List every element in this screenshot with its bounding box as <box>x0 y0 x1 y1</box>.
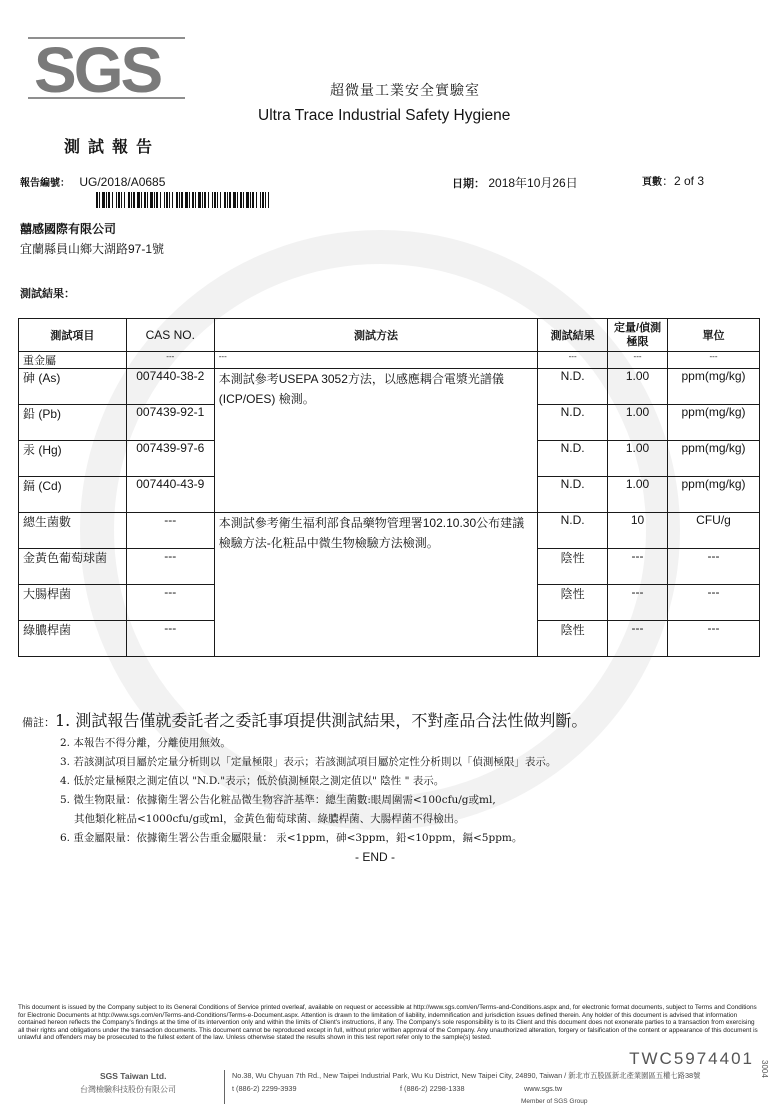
footer-phone: t (886-2) 2299-3939 <box>232 1084 297 1093</box>
table-row <box>19 513 760 549</box>
header-cas: CAS NO. <box>126 319 214 352</box>
page-value: ：2 of 3 <box>662 174 705 188</box>
cell-unit: ppm(mg/kg) <box>668 441 760 477</box>
cell-unit: ppm(mg/kg) <box>668 477 760 513</box>
cell-item: 金黃色葡萄球菌 <box>19 549 127 585</box>
cell-result: N.D. <box>538 405 608 441</box>
results-table <box>18 318 760 657</box>
svg-text:SGS: SGS <box>34 34 161 106</box>
footer-address: No.38, Wu Chyuan 7th Rd., New Taipei Industrial Park, Wu Ku District, New Taipei City, 24890, Taiwan / 新北市五股區新北產業園區五權七路38號 <box>232 1071 701 1080</box>
cell-unit: --- <box>668 621 760 657</box>
notes-label: 備註： <box>22 716 55 729</box>
page-label: 頁數 <box>642 177 662 188</box>
header-limit: 定量/偵測極限 <box>608 319 668 352</box>
cell-item: 汞 (Hg) <box>19 441 127 477</box>
cell-item: 總生菌數 <box>19 513 127 549</box>
footer-website: www.sgs.tw <box>524 1084 563 1093</box>
footer-divider <box>224 1070 225 1104</box>
note-1 <box>22 708 587 731</box>
report-number-label: 報告編號： <box>20 178 70 189</box>
note-3: 3. 若該測試項目屬於定量分析則以「定量極限」表示；若該測試項目屬於定性分析則以「偵測極限」表示。 <box>60 756 557 768</box>
header-result: 測試結果 <box>538 319 608 352</box>
cell-limit: --- <box>608 621 668 657</box>
legal-disclaimer: This document is issued by the Company subject to its General Conditions of Service printed overleaf, available on request or accessible at http://www.sgs.com/en/Terms-and-Conditions.aspx and, for electronic format documents, subject to Terms and Conditions for Electronic Documents at http://www.sgs.com/en/Terms-and-Conditions/Terms-e-Document.aspx. Attention is drawn to the limitation of liability, indemnification and jurisdiction issues defined therein. Any holder of this document is advised that information contained hereon reflects the Company's findings at the time of its intervention only and within the limits of Client's instructions, if any. The Company's sole responsibility is to its Client and this document does not exonerate parties to a transaction from exercising all their rights and obligations under the transaction documents. This document cannot be reproduced except in full, without prior written approval of the Company. Any unauthorized alteration, forgery or falsification of the content or appearance of this document is unlawful and offenders may be prosecuted to the fullest extent of the law. Unless otherwise stated the results shown in this test report refer only to the sample(s) tested. <box>18 1004 758 1042</box>
note-5: 5. 微生物限量：依據衛生署公告化粧品微生物容許基準：總生菌數:眼周圍需<100cfu/g或ml, <box>60 794 496 806</box>
note-4: 4. 低於定量極限之測定值以 "N.D."表示；低於偵測極限之測定值以" 陰性 " 表示。 <box>60 775 445 787</box>
cell-item: 鎘 (Cd) <box>19 477 127 513</box>
note-2: 2. 本報告不得分離，分離使用無效。 <box>60 737 231 749</box>
note-6: 6. 重金屬限量：依據衛生署公告重金屬限量： 汞<1ppm，砷<3ppm，鉛<10ppm，鎘<5ppm。 <box>60 832 523 844</box>
cell-item: 大腸桿菌 <box>19 585 127 621</box>
cell-result: N.D. <box>538 513 608 549</box>
lab-name-zh: 超微量工業安全實驗室 <box>330 83 480 99</box>
cell-unit: ppm(mg/kg) <box>668 369 760 405</box>
cell-cas: --- <box>126 621 214 657</box>
barcode <box>96 192 272 208</box>
cell-limit: 1.00 <box>608 405 668 441</box>
report-number <box>20 174 165 189</box>
cell-result: 陰性 <box>538 549 608 585</box>
cell-limit: 1.00 <box>608 477 668 513</box>
footer-company-zh: 台灣檢驗科技股份有限公司 <box>80 1085 176 1094</box>
cell-limit: 1.00 <box>608 441 668 477</box>
cell-cas: --- <box>126 513 214 549</box>
footer-company-en: SGS Taiwan Ltd. <box>100 1071 167 1081</box>
cell-method: --- <box>214 352 537 369</box>
end-mark: - END - <box>355 850 395 864</box>
table-row <box>19 352 760 369</box>
page-count <box>642 172 704 189</box>
cell-cas: 007439-97-6 <box>126 441 214 477</box>
cell-result: N.D. <box>538 441 608 477</box>
cell-limit: --- <box>608 549 668 585</box>
footer-fax: f (886-2) 2298-1338 <box>400 1084 465 1093</box>
cell-cas: --- <box>126 549 214 585</box>
table-row <box>19 369 760 405</box>
document-serial: TWC5974401 <box>629 1049 754 1068</box>
client-address: 宜蘭縣員山鄉大湖路97-1號 <box>20 242 165 256</box>
header-item: 測試項目 <box>19 319 127 352</box>
cell-result: --- <box>538 352 608 369</box>
cell-cas: --- <box>126 352 214 369</box>
side-number: 3004 <box>760 1060 769 1078</box>
cell-limit: --- <box>608 352 668 369</box>
notes-section <box>22 708 587 845</box>
report-number-value: UG/2018/A0685 <box>79 175 166 189</box>
cell-limit: --- <box>608 585 668 621</box>
cell-item: 重金屬 <box>19 352 127 369</box>
cell-method-heavy-metals: 本測試參考USEPA 3052方法，以感應耦合電漿光譜儀(ICP/OES) 檢測。 <box>214 369 537 513</box>
table-header-row <box>19 319 760 352</box>
cell-unit: --- <box>668 549 760 585</box>
cell-method-micro: 本測試參考衛生福利部食品藥物管理署102.10.30公布建議檢驗方法-化粧品中微生物檢驗方法檢測。 <box>214 513 537 657</box>
results-label: 測試結果： <box>20 288 75 300</box>
cell-unit: CFU/g <box>668 513 760 549</box>
cell-limit: 1.00 <box>608 369 668 405</box>
lab-name-en: Ultra Trace Industrial Safety Hygiene <box>258 107 511 124</box>
cell-result: 陰性 <box>538 585 608 621</box>
sgs-logo <box>20 30 190 106</box>
cell-unit: --- <box>668 352 760 369</box>
cell-cas: 007440-43-9 <box>126 477 214 513</box>
cell-unit: --- <box>668 585 760 621</box>
client-company: 囍感國際有限公司 <box>20 222 117 236</box>
note-1-text: 1. 測試報告僅就委託者之委託事項提供測試結果，不對產品合法性做判斷。 <box>55 711 588 730</box>
header-unit: 單位 <box>668 319 760 352</box>
cell-item: 綠膿桿菌 <box>19 621 127 657</box>
cell-cas: --- <box>126 585 214 621</box>
note-5-continued: 其他類化粧品<1000cfu/g或ml，金黃色葡萄球菌、綠膿桿菌、大腸桿菌不得檢出。 <box>74 813 465 825</box>
report-date <box>452 174 578 191</box>
cell-cas: 007440-38-2 <box>126 369 214 405</box>
date-value: 2018年10月26日 <box>488 176 578 190</box>
cell-limit: 10 <box>608 513 668 549</box>
header-method: 測試方法 <box>214 319 537 352</box>
date-label: 日期： <box>452 178 485 190</box>
cell-cas: 007439-92-1 <box>126 405 214 441</box>
cell-item: 鉛 (Pb) <box>19 405 127 441</box>
report-title: 測試報告 <box>64 137 161 156</box>
footer-member: Member of SGS Group <box>521 1098 588 1105</box>
cell-result: N.D. <box>538 477 608 513</box>
cell-result: 陰性 <box>538 621 608 657</box>
cell-unit: ppm(mg/kg) <box>668 405 760 441</box>
cell-result: N.D. <box>538 369 608 405</box>
cell-item: 砷 (As) <box>19 369 127 405</box>
